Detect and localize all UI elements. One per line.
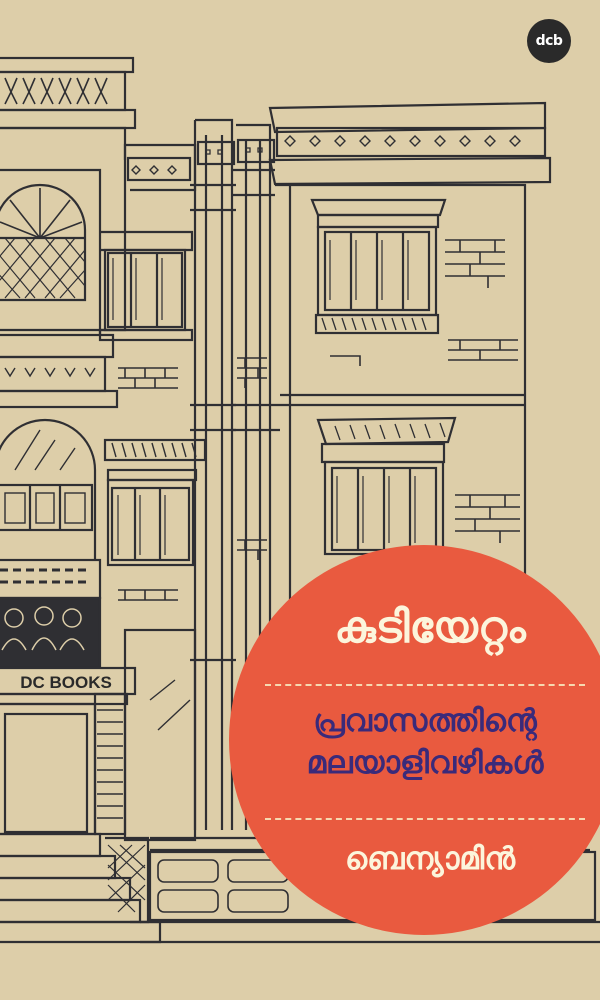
book-subtitle [265, 700, 585, 784]
publisher-logo: dcb [527, 19, 571, 63]
divider-top [265, 684, 585, 686]
shop-sign-text: DC BOOKS [20, 673, 112, 692]
divider-bottom [265, 818, 585, 820]
book-title: കുടിയേറ്റം [334, 602, 526, 653]
subtitle-line-2: മലയാളിവഴികൾ [306, 745, 544, 781]
author-name: ബെന്യാമിൻ [344, 841, 516, 877]
subtitle-line-1: പ്രവാസത്തിന്റെ [313, 703, 537, 739]
